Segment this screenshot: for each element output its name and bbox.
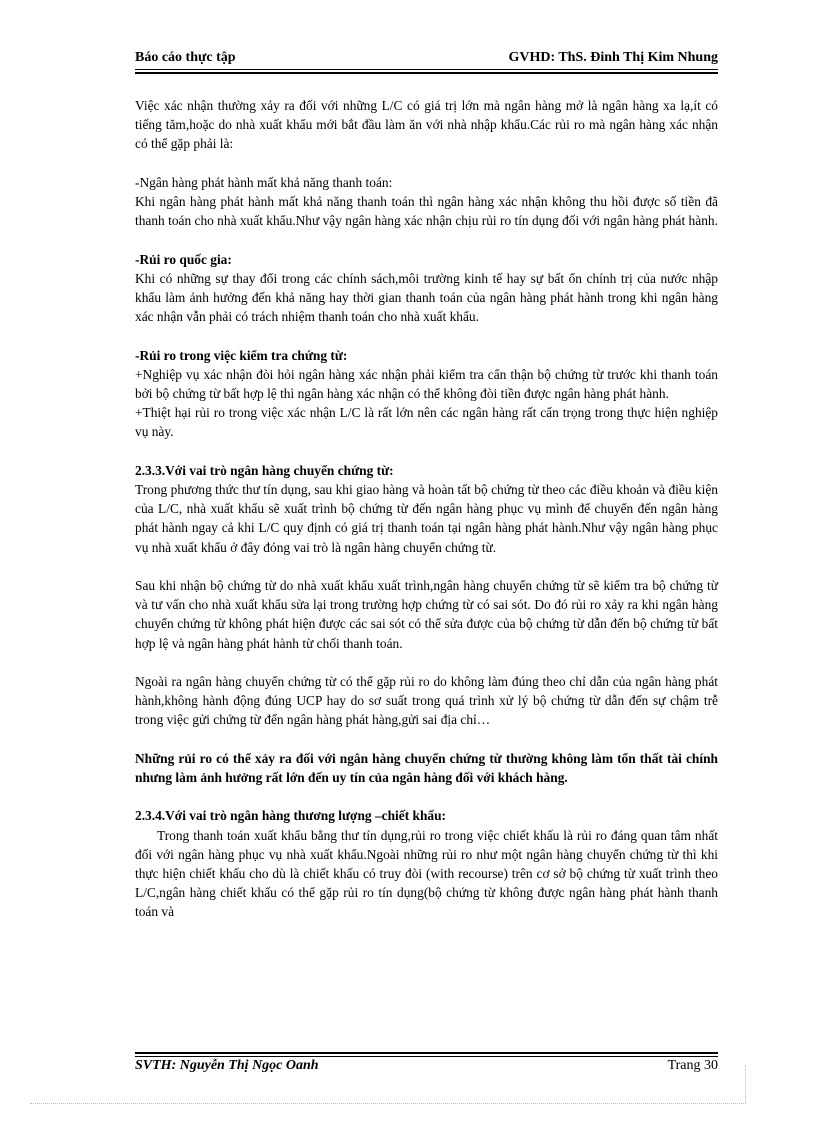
subheading-country-risk: -Rủi ro quốc gia: [135,251,232,267]
footer-student-name: SVTH: Nguyễn Thị Ngọc Oanh [135,1058,319,1073]
header-rule-thick [135,72,718,74]
paragraph-document-check-2: +Thiệt hại rủi ro trong việc xác nhận L/C là rất lớn nên các ngân hàng rất cẩn trọng trong thực hiện nghiệp vụ này. [135,405,718,440]
footer-rule-thin [135,1056,718,1057]
subheading-issuing-bank-insolvency: -Ngân hàng phát hành mất khả năng thanh toán: [135,174,393,190]
page-body [135,96,718,922]
header-report-title: Báo cáo thực tập [135,50,236,65]
paragraph-2-3-4: Trong thanh toán xuất khẩu bằng thư tín dụng,rủi ro trong việc chiết khấu là rủi ro đáng quan tâm nhất đối với ngân hàng phục vụ nhà xuất khẩu.Ngoài những rủi ro như một ngân hàng chuyển chứng từ thì khi thực hiện chiết khấu cho dù là chiết khấu có truy đòi (with recourse) trên cơ sở bộ chứng từ xuất trình theo L/C,ngân hàng chiết khấu có thể gặp rủi ro tín dụng(bộ chứng từ không được ngân hàng phát hành thanh toán và [135,827,718,920]
paragraph-country-risk: Khi có những sự thay đổi trong các chính sách,môi trường kinh tế hay sự bất ổn chính trị của nước nhập khẩu làm ảnh hưởng đến khả năng hay thời gian thanh toán của ngân hàng phát hành trong khi ngân hàng xác nhận vẫn phải có trách nhiệm thanh toán cho nhà xuất khẩu. [135,270,718,325]
header-advisor: GVHD: ThS. Đinh Thị Kim Nhung [508,50,718,65]
subheading-document-check-risk: -Rủi ro trong việc kiểm tra chứng từ: [135,347,348,363]
page-border-bottom [30,1103,746,1105]
footer-page-number: Trang 30 [667,1058,718,1073]
paragraph-issuing-bank-insolvency: Khi ngân hàng phát hành mất khả năng thanh toán thì ngân hàng xác nhận không thu hồi được số tiền đã thanh toán cho nhà xuất khẩu.Như vậy ngân hàng xác nhận chịu rủi ro tín dụng đối với ngân hàng phát hành. [135,194,718,229]
section-heading-2-3-3: 2.3.3.Với vai trò ngân hàng chuyển chứng từ: [135,462,394,478]
paragraph-2-3-3-a: Trong phương thức thư tín dụng, sau khi giao hàng và hoàn tất bộ chứng từ theo các điều khoản và điều kiện của L/C, nhà xuất khẩu sẽ xuất trình bộ chứng từ đến ngân hàng phục vụ mình để chuyển đến ngân hàng phát hành ngay cả khi L/C quy định có giá trị thanh toán tại ngân hàng phát hành.Như vậy ngân hàng phục vụ nhà xuất khẩu ở đây đóng vai trò là ngân hàng chuyển chứng từ. [135,482,718,555]
page-border-right [745,1065,748,1103]
paragraph-document-check-1: +Nghiệp vụ xác nhận đòi hỏi ngân hàng xác nhận phải kiểm tra cẩn thận bộ chứng từ trước khi thanh toán bởi bộ chứng từ bất hợp lệ thì ngân hàng xác nhận có thể không đòi tiền được ngân hàng phát hành. [135,366,718,401]
intro-paragraph: Việc xác nhận thường xảy ra đối với những L/C có giá trị lớn mà ngân hàng mở là ngân hàng xa lạ,ít có tiếng tăm,hoặc do nhà xuất khẩu mới bắt đầu làm ăn với nhà nhập khẩu.Các rủi ro mà ngân hàng xác nhận có thể gặp phải là: [135,98,718,152]
paragraph-2-3-3-c: Ngoài ra ngân hàng chuyển chứng từ có thể gặp rủi ro do không làm đúng theo chỉ dẫn của ngân hàng phát hành,không hành động đúng UCP hay do sơ suất trong quá trình xử lý bộ chứng từ dẫn đến sự chậm trễ trong việc gửi chứng từ đến ngân hàng phát hàng,gửi sai địa chỉ… [135,674,718,728]
page-footer [135,1058,718,1078]
section-heading-2-3-4: 2.3.4.Với vai trò ngân hàng thương lượng –chiết khấu: [135,808,447,824]
paragraph-2-3-3-b: Sau khi nhận bộ chứng từ do nhà xuất khẩu xuất trình,ngân hàng chuyển chứng từ sẽ kiểm tra bộ chứng từ và tư vấn cho nhà xuất khẩu sửa lại trong trường hợp chứng từ có sai sót. Do đó rủi ro xảy ra khi ngân hàng chuyển chứng từ không phát hiện được các sai sót có thể sửa được của bộ chứng từ dẫn đến bộ chứng từ bất hợp lệ và ngân hàng phát hành từ chối thanh toán. [135,578,718,651]
paragraph-2-3-3-conclusion: Những rủi ro có thể xảy ra đối với ngân hàng chuyển chứng từ thường không làm tổn thất tài chính nhưng làm ảnh hưởng rất lớn đến uy tín của ngân hàng đối với khách hàng. [135,750,718,785]
footer-rule-thick [135,1052,718,1054]
page-header [135,50,718,68]
header-rule-thin [135,69,718,70]
